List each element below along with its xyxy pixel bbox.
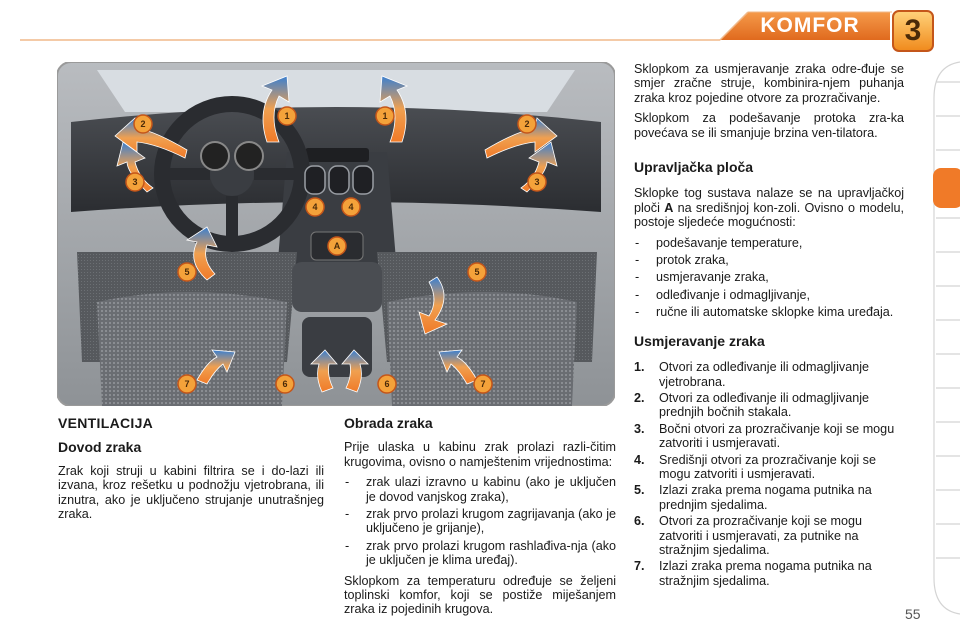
list-item: - ručne ili automatske sklopke kima uređaja.	[634, 305, 904, 319]
cabin-ventilation-illustration	[57, 62, 615, 406]
callout-3-right: 3	[534, 177, 540, 187]
list-item: - odleđivanje i odmagljivanje,	[634, 288, 904, 302]
callout-1-left: 1	[284, 111, 290, 121]
callout-6-right: 6	[384, 379, 390, 389]
control-panel-intro: Sklopke tog sustava nalaze se na upravljačkoj ploči A na središnjoj kon-zoli. Ovisno o modelu, postoje sljedeće mogućnosti:	[634, 186, 905, 230]
air-circuit-list	[344, 475, 616, 567]
callout-2-right: 2	[524, 119, 530, 129]
flow-paragraph: Sklopkom za podešavanje protoka zra-ka povećava se ili smanjuje brzina ven-tilatora.	[634, 111, 904, 140]
callout-5-right: 5	[474, 267, 480, 277]
callout-2-left: 2	[140, 119, 146, 129]
middle-column	[344, 416, 616, 623]
chapter-number: 3	[904, 14, 922, 47]
air-treatment-title: Obrada zraka	[344, 415, 433, 431]
air-routing-list	[634, 360, 904, 588]
list-item: 5. Izlazi zraka prema nogama putnika na prednjim sjedalima.	[634, 483, 872, 512]
page-number: 55	[905, 606, 921, 622]
list-item: 2. Otvori za odleđivanje ili odmagljivanje prednjih bočnih stakala.	[634, 390, 870, 420]
direction-paragraph: Sklopkom za usmjeravanje zraka odre-đuje se smjer zračne struje, kombinira-njem puhanja zraka kroz pojedine otvore za prozračivanje.	[634, 62, 904, 105]
list-item: 3. Bočni otvori za prozračivanje koji se mogu zatvoriti i usmjeravati.	[634, 421, 895, 451]
list-item: - usmjeravanje zraka,	[634, 270, 904, 284]
callout-4-right: 4	[348, 202, 354, 212]
list-item: - zrak ulazi izravno u kabinu (ako je uključen je dovod vanjskog zraka),	[344, 475, 616, 504]
callout-7-left: 7	[184, 379, 190, 389]
subsection-title: Dovod zraka	[58, 439, 142, 456]
right-column	[634, 62, 904, 590]
list-item: - zrak prvo prolazi krugom zagrijavanja (ako je uključeno je grijanje),	[344, 507, 616, 536]
temperature-paragraph: Sklopkom za temperaturu određuje se željeni toplinski komfor, koji se postiže miješanjem zraka iz pojedinih krugova.	[344, 573, 616, 617]
air-treatment-intro: Prije ulaska u kabinu zrak prolazi razli-čitim krugovima, ovisno o namještenim vrijednostima:	[344, 440, 616, 469]
list-item: 7. Izlazi zraka prema nogama putnika na stražnjim sjedalima.	[634, 559, 872, 588]
control-options-list	[634, 236, 904, 320]
list-item: 6. Otvori za prozračivanje koji se mogu zatvoriti i usmjeravati, za putnike na stražnjim sjedalima.	[634, 514, 862, 557]
list-item: - protok zraka,	[634, 253, 904, 267]
list-item: 1. Otvori za odleđivanje ili odmagljivanje vjetrobrana.	[634, 360, 870, 389]
callout-3-left: 3	[132, 177, 138, 187]
left-column	[58, 416, 324, 527]
list-item: 4. Središnji otvori za prozračivanje koji se mogu zatvoriti i usmjeravati.	[634, 452, 876, 481]
section-title: VENTILACIJA	[58, 415, 154, 431]
chapter-title: KOMFOR	[760, 14, 860, 37]
list-item: - zrak prvo prolazi krugom rashlađiva-nja (ako je uključen je klima uređaj).	[344, 539, 616, 568]
callout-1-right: 1	[382, 111, 388, 121]
chapter-tabs[interactable]	[930, 58, 960, 618]
list-item: - podešavanje temperature,	[634, 236, 904, 250]
panel-label-a: A	[664, 200, 674, 215]
air-supply-paragraph: Zrak koji struji u kabini filtrira se i do-lazi ili izvana, kroz rešetku u podnožju vjetrobrana, ili iznutra, ako je uključeno strujanje unutrašnjeg zraka.	[58, 463, 324, 522]
air-routing-title: Usmjeravanje zraka	[634, 332, 765, 349]
callout-6-left: 6	[282, 379, 288, 389]
callout-5-left: 5	[184, 267, 190, 277]
control-panel-title: Upravljačka ploča	[634, 159, 754, 176]
callout-7-right: 7	[480, 379, 486, 389]
callout-a-panel: A	[333, 241, 341, 251]
callout-4-left: 4	[312, 202, 318, 212]
